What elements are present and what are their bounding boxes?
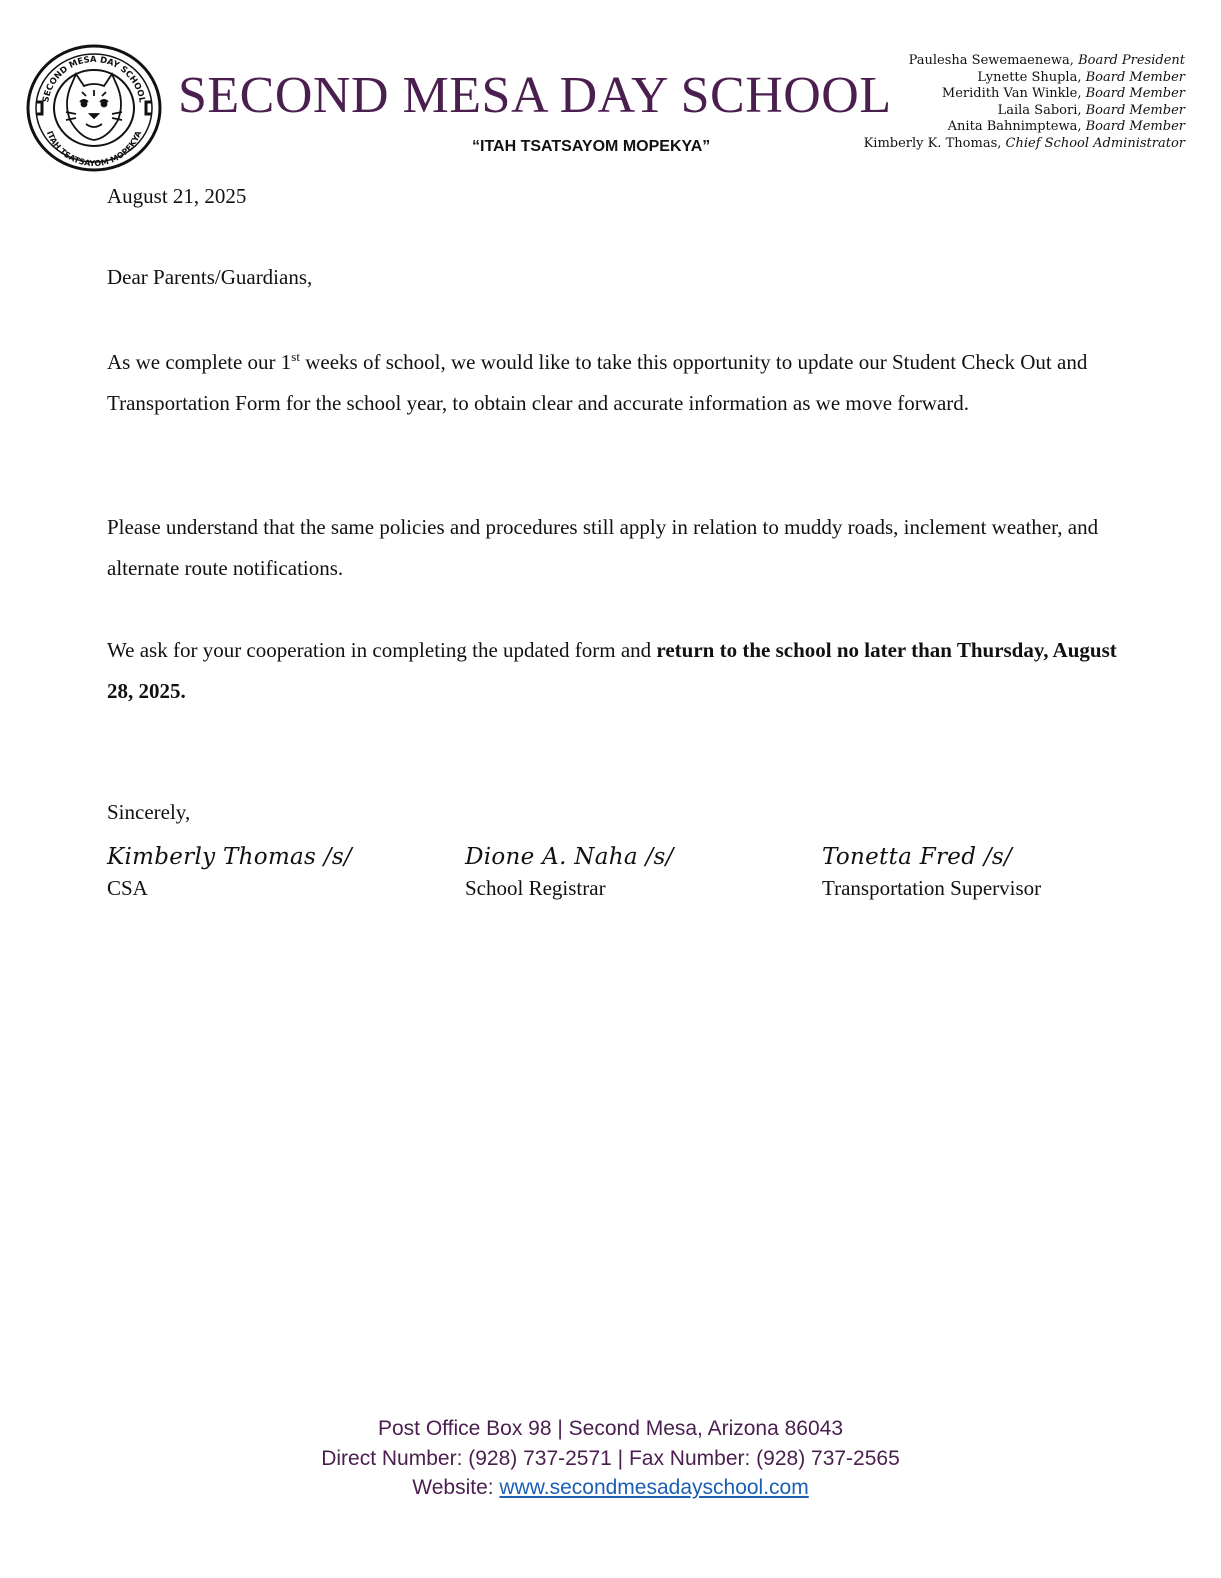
website-link[interactable]: www.secondmesadayschool.com bbox=[499, 1476, 809, 1499]
letter-closing: Sincerely, bbox=[107, 800, 191, 824]
board-member-name: Anita Bahnimptewa, bbox=[947, 119, 1082, 135]
board-member-name: Laila Sabori, bbox=[997, 102, 1082, 118]
signature-block bbox=[107, 840, 352, 902]
paragraph-1-rest: weeks of school, we would like to take this opportunity to update our Student Check Out and Transportation Form for the school year, to obtain clear and accurate information as we move forward. bbox=[107, 350, 1088, 415]
letter-paragraph-1 bbox=[107, 342, 1117, 424]
board-member-role: Board Member bbox=[1085, 69, 1185, 85]
board-member-name: Lynette Shupla, bbox=[977, 69, 1082, 85]
paragraph-1-start: As we complete our 1 bbox=[107, 350, 292, 374]
deadline-text: return to the school no later than Thursday, August 28, 2025. bbox=[107, 638, 1117, 703]
seal-top-text: SECOND MESA DAY SCHOOL bbox=[41, 54, 147, 104]
board-member bbox=[864, 53, 1185, 70]
board-member-name: Meridith Van Winkle, bbox=[941, 86, 1082, 102]
board-member bbox=[864, 70, 1185, 87]
board-member-role: Board Member bbox=[1085, 86, 1185, 102]
signature-name: Tonetta Fred /s/ bbox=[822, 844, 1013, 870]
signature-title: CSA bbox=[107, 876, 148, 900]
board-member bbox=[864, 136, 1185, 153]
board-member bbox=[864, 119, 1185, 136]
letter-footer bbox=[0, 1414, 1221, 1503]
school-seal-logo bbox=[26, 44, 162, 172]
board-member-role: Board Member bbox=[1085, 119, 1185, 135]
signature-name: Kimberly Thomas /s/ bbox=[107, 844, 352, 870]
signature-title: School Registrar bbox=[465, 876, 606, 900]
signature-title: Transportation Supervisor bbox=[822, 876, 1042, 900]
letter-date: August 21, 2025 bbox=[107, 184, 247, 208]
bobcat-icon bbox=[66, 74, 122, 140]
board-member-name: Paulesha Sewemaenewa, bbox=[908, 53, 1074, 68]
letter-paragraph-2: Please understand that the same policies and procedures still apply in relation to muddy roads, inclement weather, and alternate route notifications. bbox=[107, 515, 1099, 580]
board-member-role: Board Member bbox=[1085, 102, 1185, 118]
signature-block bbox=[822, 840, 1041, 902]
seal-bottom-text: ITAH TSATSAYOM MOPEKYA bbox=[44, 129, 144, 169]
board-member-role: Board President bbox=[1078, 53, 1185, 68]
svg-text:SECOND MESA DAY SCHOOL bbox=[41, 55, 146, 104]
footer-phone: Direct Number: (928) 737-2571 | Fax Number: (928) 737-2565 bbox=[321, 1446, 900, 1470]
paragraph-3-start: We ask for your cooperation in completing the updated form and bbox=[107, 638, 657, 662]
ordinal-suffix: st bbox=[291, 349, 300, 364]
school-motto: “ITAH TSATSAYOM MOPEKYA” bbox=[472, 138, 711, 155]
board-member-role: Chief School Administrator bbox=[1005, 135, 1185, 151]
signature-block bbox=[465, 840, 674, 902]
board-member-name: Kimberly K. Thomas, bbox=[863, 135, 1002, 151]
footer-address: Post Office Box 98 | Second Mesa, Arizona 86043 bbox=[377, 1417, 843, 1440]
letter-greeting: Dear Parents/Guardians, bbox=[107, 265, 313, 289]
footer-website bbox=[0, 1473, 1221, 1503]
board-list bbox=[864, 53, 1185, 153]
signature-name: Dione A. Naha /s/ bbox=[465, 844, 674, 870]
board-member bbox=[864, 86, 1185, 103]
board-member bbox=[864, 103, 1185, 120]
website-label: Website: bbox=[412, 1476, 500, 1499]
letter-paragraph-3 bbox=[107, 630, 1117, 712]
school-name: SECOND MESA DAY SCHOOL bbox=[178, 67, 892, 124]
